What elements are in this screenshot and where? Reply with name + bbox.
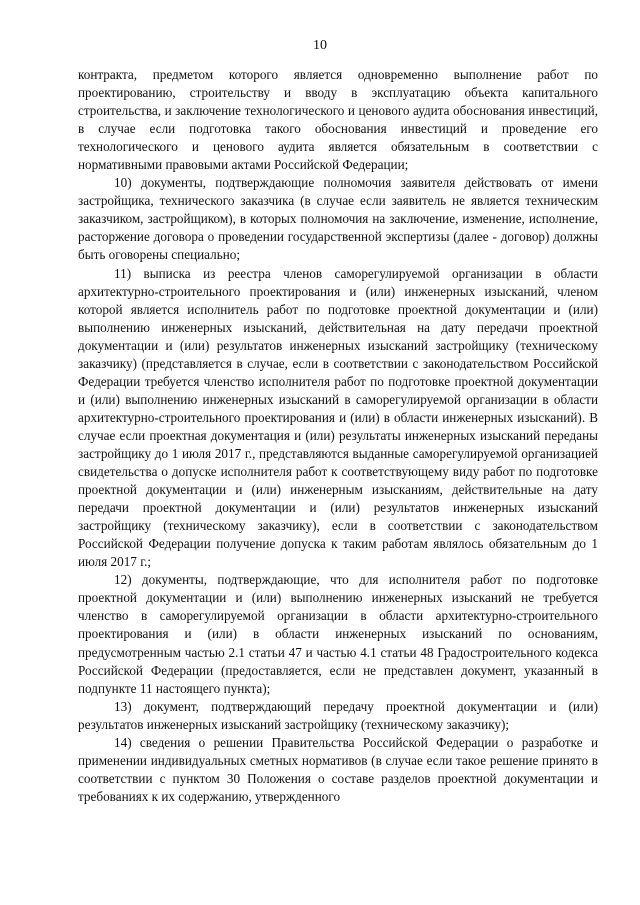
paragraph-item-12: 12) документы, подтверждающие, что для исполнителя работ по подготовке проектной документации и (или) выполнению инженерных изысканий не требуется членство в саморегулируемой организации в области архитектурно-строительного проектирования и (или) в области инженерных изысканий по основаниям, предусмотренным частью 2.1 статьи 47 и частью 4.1 статьи 48 Градостроительного кодекса Российской Федерации (предоставляется, если не представлен документ, указанный в подпункте 11 настоящего пункта); [78, 572, 598, 696]
paragraph-item-13: 13) документ, подтверждающий передачу проектной документации и (или) результатов инженерных изысканий застройщику (техническому заказчику); [78, 698, 598, 732]
document-body [78, 66, 598, 806]
paragraph-item-14: 14) сведения о решении Правительства Российской Федерации о разработке и применении индивидуальных сметных нормативов (в случае если такое решение принято в соответствии с пунктом 30 Положения о составе разделов проектной документации и требованиях к их содержанию, утвержденного [78, 734, 598, 804]
paragraph-item-10: 10) документы, подтверждающие полномочия заявителя действовать от имени застройщика, технического заказчика (в случае если заявитель не является техническим заказчиком, застройщиком), в которых полномочия на заключение, изменение, исполнение, расторжение договора о проведении государственной экспертизы (далее - договор) должны быть оговорены специально; [78, 175, 598, 263]
paragraph-item-11: 11) выписка из реестра членов саморегулируемой организации в области архитектурно-строительного проектирования и (или) инженерных изысканий, членом которой является исполнитель работ по подготовке проектной документации и (или) выполнению инженерных изысканий, действительная на дату передачи проектной документации и (или) результатов инженерных изысканий застройщику (техническому заказчику) (представляется в случае, если в соответствии с законодательством Российской Федерации требуется членство исполнителя работ по подготовке проектной документации и (или) выполнению инженерных изысканий в саморегулируемой организации в области архитектурно-строительного проектирования и (или) в области инженерных изысканий). В случае если проектная документация и (или) результаты инженерных изысканий переданы застройщику до 1 июля 2017 г., представляются выданные саморегулируемой организацией свидетельства о допуске исполнителя работ к соответствующему виду работ по подготовке проектной документации и (или) инженерным изысканиям, действительные на дату передачи проектной документации и (или) результатов инженерных изысканий застройщику (техническому заказчику), если в соответствии с законодательством Российской Федерации получение допуска к таким работам являлось обязательным до 1 июля 2017 г.; [78, 265, 598, 570]
page-number: 10 [313, 38, 327, 53]
paragraph-continuation: контракта, предметом которого является одновременно выполнение работ по проектированию, строительству и вводу в эксплуатацию объекта капитального строительства, и заключение технологического и ценового аудита обоснования инвестиций, в случае если подготовка такого обоснования инвестиций и проведение его технологического и ценового аудита является обязательным в соответствии с нормативными правовыми актами Российской Федерации; [78, 67, 598, 173]
